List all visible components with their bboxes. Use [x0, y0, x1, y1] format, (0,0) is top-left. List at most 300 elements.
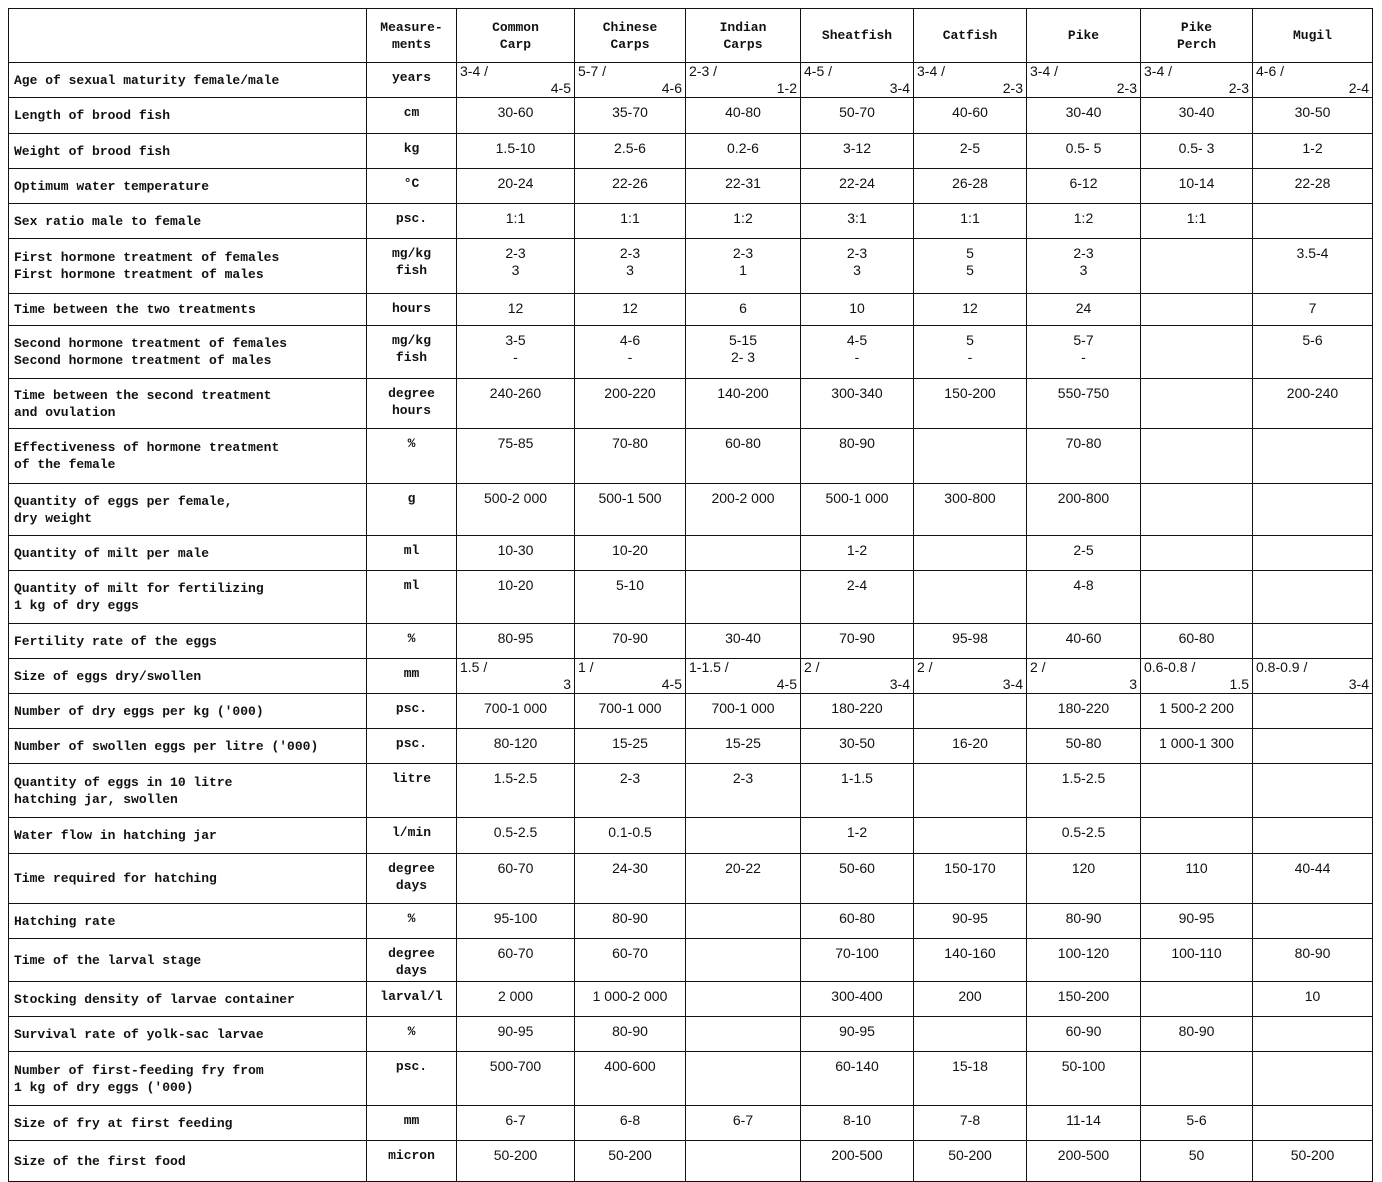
- table-row: [9, 536, 1373, 571]
- value-part: 2-3: [1002, 80, 1023, 96]
- value-cell: 12: [457, 294, 575, 326]
- value-cell: 700-1 000: [457, 694, 575, 729]
- value-cell: 80-90: [1141, 1017, 1253, 1052]
- value-cell: [1141, 1052, 1253, 1106]
- value-cell: [1253, 694, 1373, 729]
- value-cell: 0.5-2.5: [1027, 818, 1141, 854]
- value-cell: 70-80: [575, 429, 686, 484]
- value-cell: 180-220: [1027, 694, 1141, 729]
- value-cell: [914, 536, 1027, 571]
- value-cell: 1-2: [801, 536, 914, 571]
- value-cell: 140-160: [914, 939, 1027, 982]
- table-row: [9, 982, 1373, 1017]
- unit-cell: l/min: [367, 818, 457, 854]
- value-cell: 50-70: [801, 98, 914, 134]
- unit-cell: micron: [367, 1141, 457, 1182]
- value-part: 2-3: [1228, 80, 1249, 96]
- value-cell: 1 500-2 200: [1141, 694, 1253, 729]
- value-cell: [1253, 571, 1373, 624]
- row-label: Size of fry at first feeding: [9, 1106, 367, 1141]
- unit-cell: mg/kg fish: [367, 326, 457, 379]
- value-cell: 200-800: [1027, 484, 1141, 536]
- value-cell: 30-40: [1141, 98, 1253, 134]
- value-cell: [686, 1017, 801, 1052]
- value-cell: 700-1 000: [575, 694, 686, 729]
- value-cell: 30-50: [1253, 98, 1373, 134]
- value-cell: 180-220: [801, 694, 914, 729]
- value-cell: 500-1 000: [801, 484, 914, 536]
- unit-cell: psc.: [367, 204, 457, 239]
- value-cell: 7: [1253, 294, 1373, 326]
- value-part: 4-5 /: [804, 63, 833, 79]
- unit-cell: litre: [367, 764, 457, 818]
- value-cell: 1:1: [1141, 204, 1253, 239]
- value-cell: [686, 982, 801, 1017]
- value-cell: 1:1: [457, 204, 575, 239]
- row-label: Quantity of milt for fertilizing 1 kg of dry eggs: [9, 571, 367, 624]
- table-row: [9, 134, 1373, 169]
- value-cell: 5 -: [914, 326, 1027, 379]
- table-row: [9, 1052, 1373, 1106]
- row-label: Effectiveness of hormone treatment of the female: [9, 429, 367, 484]
- value-cell: 30-50: [801, 729, 914, 764]
- table-row: [9, 484, 1373, 536]
- value-cell: 70-100: [801, 939, 914, 982]
- value-cell: 300-400: [801, 982, 914, 1017]
- column-header: Pike Perch: [1141, 9, 1253, 63]
- value-cell: 150-200: [1027, 982, 1141, 1017]
- row-label: Quantity of milt per male: [9, 536, 367, 571]
- value-cell: [1027, 659, 1141, 694]
- value-part: 0.8-0.9 /: [1256, 659, 1308, 675]
- table-row: [9, 379, 1373, 429]
- value-cell: 70-80: [1027, 429, 1141, 484]
- value-cell: 60-140: [801, 1052, 914, 1106]
- value-cell: [914, 659, 1027, 694]
- unit-cell: psc.: [367, 729, 457, 764]
- table-row: [9, 98, 1373, 134]
- column-header: Mugil: [1253, 9, 1373, 63]
- value-cell: [1141, 818, 1253, 854]
- value-cell: 10-20: [457, 571, 575, 624]
- value-cell: 10-14: [1141, 169, 1253, 204]
- value-cell: [1141, 659, 1253, 694]
- value-cell: 4-5 -: [801, 326, 914, 379]
- value-cell: 100-120: [1027, 939, 1141, 982]
- value-cell: [1253, 204, 1373, 239]
- value-cell: 90-95: [801, 1017, 914, 1052]
- value-cell: [457, 659, 575, 694]
- value-part: 1.5: [1229, 676, 1249, 692]
- value-cell: 90-95: [1141, 904, 1253, 939]
- value-cell: 2-4: [801, 571, 914, 624]
- value-cell: 240-260: [457, 379, 575, 429]
- row-label: First hormone treatment of females First hormone treatment of males: [9, 239, 367, 294]
- value-cell: 95-100: [457, 904, 575, 939]
- row-label: Size of the first food: [9, 1141, 367, 1182]
- value-cell: 2-5: [914, 134, 1027, 169]
- row-label: Weight of brood fish: [9, 134, 367, 169]
- value-cell: 22-28: [1253, 169, 1373, 204]
- unit-cell: mm: [367, 1106, 457, 1141]
- table-row: [9, 63, 1373, 98]
- value-part: 2-3 /: [689, 63, 718, 79]
- unit-cell: psc.: [367, 694, 457, 729]
- row-label: Size of eggs dry/swollen: [9, 659, 367, 694]
- table-row: [9, 939, 1373, 982]
- unit-cell: mm: [367, 659, 457, 694]
- value-cell: 50-80: [1027, 729, 1141, 764]
- value-part: 3-4: [889, 80, 910, 96]
- value-cell: 150-200: [914, 379, 1027, 429]
- table-row: [9, 854, 1373, 904]
- value-cell: 50: [1141, 1141, 1253, 1182]
- table-row: [9, 818, 1373, 854]
- value-cell: 16-20: [914, 729, 1027, 764]
- value-cell: 2-3: [686, 764, 801, 818]
- value-cell: 80-90: [575, 904, 686, 939]
- value-cell: 26-28: [914, 169, 1027, 204]
- value-part: 3-4 /: [1144, 63, 1173, 79]
- value-cell: 15-25: [575, 729, 686, 764]
- value-cell: 5-7 -: [1027, 326, 1141, 379]
- value-cell: [1141, 63, 1253, 98]
- value-cell: 110: [1141, 854, 1253, 904]
- value-cell: 5-10: [575, 571, 686, 624]
- row-label: Time required for hatching: [9, 854, 367, 904]
- value-cell: 0.5- 3: [1141, 134, 1253, 169]
- value-cell: [914, 63, 1027, 98]
- value-part: 3-4 /: [917, 63, 946, 79]
- unit-cell: cm: [367, 98, 457, 134]
- value-cell: 10-20: [575, 536, 686, 571]
- value-cell: [686, 536, 801, 571]
- value-cell: [686, 571, 801, 624]
- value-cell: 90-95: [457, 1017, 575, 1052]
- value-cell: 50-200: [457, 1141, 575, 1182]
- value-cell: [1141, 982, 1253, 1017]
- value-cell: 7-8: [914, 1106, 1027, 1141]
- value-cell: [914, 818, 1027, 854]
- value-cell: [1141, 484, 1253, 536]
- value-cell: 4-8: [1027, 571, 1141, 624]
- value-part: 4-5: [550, 80, 571, 96]
- value-cell: 1:2: [686, 204, 801, 239]
- value-cell: 5-6: [1253, 326, 1373, 379]
- value-cell: 60-80: [686, 429, 801, 484]
- value-part: 2 /: [1030, 659, 1046, 675]
- value-cell: 40-80: [686, 98, 801, 134]
- value-cell: 6-7: [457, 1106, 575, 1141]
- value-cell: [1141, 239, 1253, 294]
- unit-cell: ml: [367, 571, 457, 624]
- column-header: Common Carp: [457, 9, 575, 63]
- value-cell: 3:1: [801, 204, 914, 239]
- value-cell: [1141, 379, 1253, 429]
- value-part: 1-1.5 /: [689, 659, 729, 675]
- value-cell: [1141, 571, 1253, 624]
- table-row: [9, 294, 1373, 326]
- value-part: 2 /: [804, 659, 820, 675]
- unit-cell: psc.: [367, 1052, 457, 1106]
- table-row: [9, 429, 1373, 484]
- value-cell: 1 000-1 300: [1141, 729, 1253, 764]
- value-cell: 5-15 2- 3: [686, 326, 801, 379]
- value-cell: 2-3 1: [686, 239, 801, 294]
- value-cell: 30-40: [1027, 98, 1141, 134]
- value-cell: [1253, 484, 1373, 536]
- column-header: Sheatfish: [801, 9, 914, 63]
- value-cell: [686, 939, 801, 982]
- row-label: Number of swollen eggs per litre ('000): [9, 729, 367, 764]
- value-cell: [1253, 904, 1373, 939]
- value-cell: 100-110: [1141, 939, 1253, 982]
- unit-cell: %: [367, 904, 457, 939]
- value-cell: [1141, 429, 1253, 484]
- column-header: Chinese Carps: [575, 9, 686, 63]
- value-cell: 80-90: [1253, 939, 1373, 982]
- table-row: [9, 169, 1373, 204]
- value-cell: [1253, 764, 1373, 818]
- value-cell: 0.1-0.5: [575, 818, 686, 854]
- value-part: 3: [563, 676, 571, 692]
- row-label: Length of brood fish: [9, 98, 367, 134]
- value-cell: 40-60: [1027, 624, 1141, 659]
- value-cell: 15-18: [914, 1052, 1027, 1106]
- value-cell: 30-40: [686, 624, 801, 659]
- value-cell: 22-26: [575, 169, 686, 204]
- unit-cell: °C: [367, 169, 457, 204]
- value-cell: 8-10: [801, 1106, 914, 1141]
- value-cell: 80-95: [457, 624, 575, 659]
- value-cell: 12: [575, 294, 686, 326]
- value-cell: 2-3 3: [457, 239, 575, 294]
- value-cell: [914, 764, 1027, 818]
- value-cell: 35-70: [575, 98, 686, 134]
- value-cell: 5 5: [914, 239, 1027, 294]
- value-cell: 200-220: [575, 379, 686, 429]
- value-part: 5-7 /: [578, 63, 607, 79]
- value-cell: 1 000-2 000: [575, 982, 686, 1017]
- value-part: 4-6: [661, 80, 682, 96]
- value-cell: [1141, 536, 1253, 571]
- value-cell: [1253, 1017, 1373, 1052]
- value-cell: [1027, 63, 1141, 98]
- unit-cell: %: [367, 624, 457, 659]
- value-cell: 80-90: [801, 429, 914, 484]
- value-cell: 1:1: [575, 204, 686, 239]
- value-cell: [575, 63, 686, 98]
- table-row: [9, 624, 1373, 659]
- value-part: 2 /: [917, 659, 933, 675]
- unit-cell: years: [367, 63, 457, 98]
- unit-cell: degree days: [367, 854, 457, 904]
- value-cell: [1253, 429, 1373, 484]
- value-cell: 10: [801, 294, 914, 326]
- value-cell: [1141, 764, 1253, 818]
- value-cell: [686, 818, 801, 854]
- unit-cell: ml: [367, 536, 457, 571]
- value-cell: 400-600: [575, 1052, 686, 1106]
- value-cell: 200-500: [1027, 1141, 1141, 1182]
- table-row: [9, 729, 1373, 764]
- value-cell: [801, 659, 914, 694]
- value-cell: 2-3: [575, 764, 686, 818]
- value-cell: [686, 1141, 801, 1182]
- table-row: [9, 659, 1373, 694]
- row-label: Number of first-feeding fry from 1 kg of dry eggs ('000): [9, 1052, 367, 1106]
- value-cell: 6-12: [1027, 169, 1141, 204]
- value-cell: 11-14: [1027, 1106, 1141, 1141]
- unit-cell: mg/kg fish: [367, 239, 457, 294]
- value-cell: [686, 659, 801, 694]
- value-cell: [1253, 659, 1373, 694]
- value-cell: [1253, 624, 1373, 659]
- value-cell: [1253, 1106, 1373, 1141]
- value-part: 3-4: [1348, 676, 1369, 692]
- value-part: 2-4: [1348, 80, 1369, 96]
- table-row: [9, 1106, 1373, 1141]
- table-row: [9, 1017, 1373, 1052]
- value-cell: [1253, 818, 1373, 854]
- value-cell: 50-200: [1253, 1141, 1373, 1182]
- value-cell: 4-6 -: [575, 326, 686, 379]
- value-cell: 5-6: [1141, 1106, 1253, 1141]
- value-cell: 700-1 000: [686, 694, 801, 729]
- value-cell: 3-5 -: [457, 326, 575, 379]
- row-label: Time between the second treatment and ovulation: [9, 379, 367, 429]
- row-label: Second hormone treatment of females Second hormone treatment of males: [9, 326, 367, 379]
- value-part: 1 /: [578, 659, 594, 675]
- value-cell: [914, 1017, 1027, 1052]
- value-cell: 200: [914, 982, 1027, 1017]
- unit-cell: hours: [367, 294, 457, 326]
- value-cell: 95-98: [914, 624, 1027, 659]
- value-cell: 200-2 000: [686, 484, 801, 536]
- value-cell: [914, 571, 1027, 624]
- value-cell: 50-60: [801, 854, 914, 904]
- table-row: [9, 239, 1373, 294]
- row-label: Optimum water temperature: [9, 169, 367, 204]
- column-header: Measure- ments: [367, 9, 457, 63]
- value-cell: 550-750: [1027, 379, 1141, 429]
- value-cell: 40-60: [914, 98, 1027, 134]
- table-row: [9, 904, 1373, 939]
- value-part: 1-2: [776, 80, 797, 96]
- value-cell: 60-90: [1027, 1017, 1141, 1052]
- value-cell: 2 000: [457, 982, 575, 1017]
- value-cell: 3.5-4: [1253, 239, 1373, 294]
- value-cell: 60-80: [801, 904, 914, 939]
- value-cell: 3-12: [801, 134, 914, 169]
- value-cell: 1-2: [801, 818, 914, 854]
- value-cell: 1.5-10: [457, 134, 575, 169]
- value-cell: [1253, 63, 1373, 98]
- value-part: 3-4 /: [460, 63, 489, 79]
- value-cell: 2-3 3: [1027, 239, 1141, 294]
- column-header: Catfish: [914, 9, 1027, 63]
- unit-cell: degree days: [367, 939, 457, 982]
- value-cell: 2-3 3: [575, 239, 686, 294]
- value-cell: 300-340: [801, 379, 914, 429]
- value-cell: 50-100: [1027, 1052, 1141, 1106]
- value-cell: 80-90: [575, 1017, 686, 1052]
- value-part: 2-3: [1116, 80, 1137, 96]
- value-cell: 0.5- 5: [1027, 134, 1141, 169]
- value-cell: [457, 63, 575, 98]
- table-row: [9, 571, 1373, 624]
- value-cell: [575, 659, 686, 694]
- unit-cell: g: [367, 484, 457, 536]
- unit-cell: degree hours: [367, 379, 457, 429]
- row-label: Stocking density of larvae container: [9, 982, 367, 1017]
- value-cell: 1-2: [1253, 134, 1373, 169]
- value-cell: 10: [1253, 982, 1373, 1017]
- table-row: [9, 764, 1373, 818]
- value-cell: 50-200: [914, 1141, 1027, 1182]
- value-part: 3-4: [889, 676, 910, 692]
- value-cell: 50-200: [575, 1141, 686, 1182]
- value-cell: 12: [914, 294, 1027, 326]
- table-row: [9, 204, 1373, 239]
- value-part: 3-4: [1002, 676, 1023, 692]
- value-cell: 15-25: [686, 729, 801, 764]
- value-cell: 140-200: [686, 379, 801, 429]
- value-cell: [1141, 294, 1253, 326]
- value-cell: 120: [1027, 854, 1141, 904]
- value-cell: 200-500: [801, 1141, 914, 1182]
- value-cell: [1253, 536, 1373, 571]
- row-label: Time of the larval stage: [9, 939, 367, 982]
- value-cell: 24: [1027, 294, 1141, 326]
- unit-cell: kg: [367, 134, 457, 169]
- value-cell: 90-95: [914, 904, 1027, 939]
- value-cell: [914, 429, 1027, 484]
- fish-breeding-table: [8, 8, 1373, 1182]
- table-row: [9, 694, 1373, 729]
- value-cell: 6: [686, 294, 801, 326]
- value-cell: 22-31: [686, 169, 801, 204]
- value-cell: [801, 63, 914, 98]
- value-cell: 2-3 3: [801, 239, 914, 294]
- table-row: [9, 1141, 1373, 1182]
- value-cell: 300-800: [914, 484, 1027, 536]
- row-label: Age of sexual maturity female/male: [9, 63, 367, 98]
- value-cell: 30-60: [457, 98, 575, 134]
- value-cell: 80-90: [1027, 904, 1141, 939]
- value-cell: 40-44: [1253, 854, 1373, 904]
- value-cell: 2.5-6: [575, 134, 686, 169]
- value-cell: 6-8: [575, 1106, 686, 1141]
- row-label: Fertility rate of the eggs: [9, 624, 367, 659]
- value-cell: 22-24: [801, 169, 914, 204]
- row-label: Quantity of eggs per female, dry weight: [9, 484, 367, 536]
- value-cell: 75-85: [457, 429, 575, 484]
- value-cell: [1253, 1052, 1373, 1106]
- value-part: 3-4 /: [1030, 63, 1059, 79]
- row-label: Quantity of eggs in 10 litre hatching jar, swollen: [9, 764, 367, 818]
- value-cell: 1.5-2.5: [1027, 764, 1141, 818]
- value-cell: 60-80: [1141, 624, 1253, 659]
- value-cell: 6-7: [686, 1106, 801, 1141]
- value-cell: 60-70: [575, 939, 686, 982]
- column-header: Indian Carps: [686, 9, 801, 63]
- value-cell: 0.2-6: [686, 134, 801, 169]
- row-label: Sex ratio male to female: [9, 204, 367, 239]
- value-cell: [686, 63, 801, 98]
- value-cell: 60-70: [457, 939, 575, 982]
- value-part: 1.5 /: [460, 659, 488, 675]
